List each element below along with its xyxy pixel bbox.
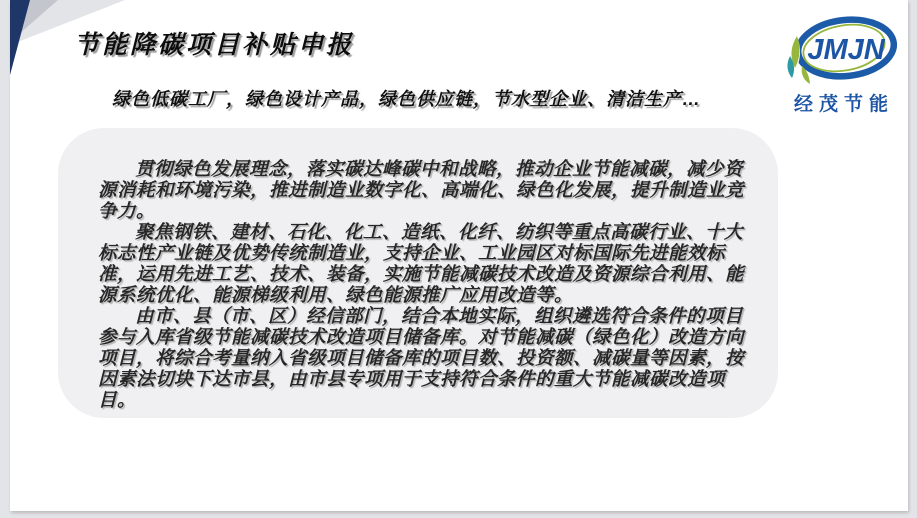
body-paragraph-3: 由市、县（市、区）经信部门，结合本地实际，组织遴选符合条件的项目参与入库省级节能减碳技术改造项目储备库。对节能减碳（绿色化）改造方向项目，将综合考量纳入省级项目储备库的项目数、投资额、减碳量等因素，按因素法切块下达市县，由市县专项用于支持符合条件的重大节能减碳改造项目。 xyxy=(98,305,745,410)
company-logo xyxy=(776,8,912,116)
logo-emblem-icon xyxy=(782,8,906,88)
logo-acronym: JMJN xyxy=(807,34,885,66)
page-title: 节能降碳项目补贴申报 xyxy=(74,31,355,59)
body-paragraph-1: 贯彻绿色发展理念，落实碳达峰碳中和战略，推动企业节能减碳，减少资源消耗和环境污染，推进制造业数字化、高端化、绿色化发展，提升制造业竞争力。 xyxy=(98,158,745,221)
body-paragraph-2: 聚焦钢铁、建材、石化、化工、造纸、化纤、纺织等重点高碳行业、十大标志性产业链及优势传统制造业，支持企业、工业园区对标国际先进能效标准，运用先进工艺、技术、装备，实施节能减碳技术改造及资源综合利用、能源系统优化、能源梯级利用、绿色能源推广应用改造等。 xyxy=(98,221,745,305)
subtitle-keywords: 绿色低碳工厂，绿色设计产品，绿色供应链，节水型企业、清洁生产… xyxy=(112,89,701,109)
presentation-slide xyxy=(10,0,908,511)
body-text-panel xyxy=(58,128,778,418)
company-name: 经茂节能 xyxy=(793,94,894,115)
